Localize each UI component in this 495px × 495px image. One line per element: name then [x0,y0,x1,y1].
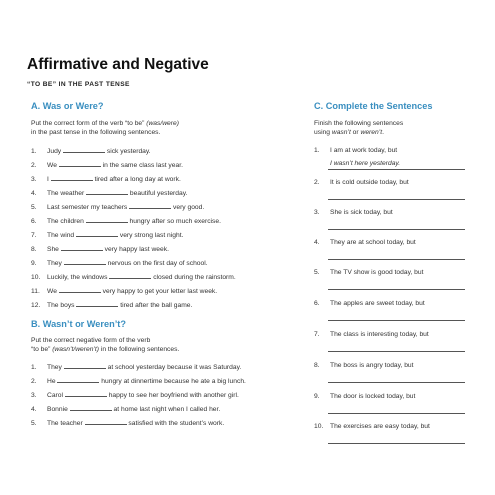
answer-line-2[interactable] [328,199,465,200]
answer-blank[interactable] [61,244,103,251]
section-a-item-11: 11. We very happy to get your letter last week. [31,288,218,295]
section-a-item-7: 7. The wind very strong last night. [31,232,184,239]
section-c-item-4: 4. They are at school today, but [314,239,416,246]
section-b-instructions [31,336,179,354]
section-c-item-10: 10. The exercises are easy today, but [314,423,430,430]
section-a-item-12: 12. The boys tired after the ball game. [31,302,193,309]
section-c-instr-2c: . [382,129,384,136]
answer-line-9[interactable] [328,413,465,414]
answer-line-5[interactable] [328,289,465,290]
answer-line-8[interactable] [328,382,465,383]
section-b-item-5: 5. The teacher satisfied with the student’s work. [31,420,225,427]
section-b-item-1: 1. They at school yesterday because it was Saturday. [31,364,242,371]
section-b-item-3: 3. Carol happy to see her boyfriend with another girl. [31,392,239,399]
section-b-item-2: 2. He hungry at dinnertime because he ate a big lunch. [31,378,246,385]
answer-line-6[interactable] [328,320,465,321]
answer-line-1[interactable] [328,169,465,170]
answer-blank[interactable] [85,418,127,425]
section-c-example-answer: I wasn’t here yesterday. [330,160,401,167]
section-a-item-10: 10. Luckily, the windows closed during the rainstorm. [31,274,236,281]
section-b-instr-1: Put the correct negative form of the verb [31,337,151,344]
section-c-instr-2b: or [350,129,361,136]
section-a-instr-1: Put the correct form of the verb “to be” [31,120,147,127]
section-c-item-3: 3. She is sick today, but [314,209,393,216]
answer-blank[interactable] [86,188,128,195]
worksheet-subtitle: “TO BE” IN THE PAST TENSE [27,81,130,88]
worksheet-title: Affirmative and Negative [27,56,209,73]
answer-line-3[interactable] [328,229,465,230]
answer-blank[interactable] [64,258,106,265]
section-c-item-6: 6. The apples are sweet today, but [314,300,425,307]
section-a-instr-1-italic: (was/were) [146,120,179,127]
answer-blank[interactable] [109,272,151,279]
section-c-instructions [314,119,403,137]
section-a-item-8: 8. She very happy last week. [31,246,169,253]
answer-blank[interactable] [70,404,112,411]
section-a-instructions [31,119,179,137]
section-c-item-5: 5. The TV show is good today, but [314,269,424,276]
answer-line-7[interactable] [328,351,465,352]
answer-blank[interactable] [76,300,118,307]
section-a-item-2: 2. We in the same class last year. [31,162,183,169]
section-b-item-4: 4. Bonnie at home last night when I called her. [31,406,221,413]
section-a-item-3: 3. I tired after a long day at work. [31,176,181,183]
answer-blank[interactable] [64,362,106,369]
answer-blank[interactable] [59,286,101,293]
section-c-item-1: 1. I am at work today, but [314,147,398,154]
answer-blank[interactable] [129,202,171,209]
section-c-item-2: 2. It is cold outside today, but [314,179,409,186]
section-c-instr-2-italic2: weren’t [360,129,383,136]
answer-blank[interactable] [51,174,93,181]
answer-line-4[interactable] [328,259,465,260]
section-a-heading: A. Was or Were? [31,101,104,111]
section-a-item-6: 6. The children hungry after so much exercise. [31,218,221,225]
answer-blank[interactable] [57,376,99,383]
answer-blank[interactable] [59,160,101,167]
section-c-item-8: 8. The boss is angry today, but [314,362,414,369]
section-a-item-5: 5. Last semester my teachers very good. [31,204,205,211]
section-b-instr-2b: in the following sentences. [99,346,180,353]
section-a-item-4: 4. The weather beautiful yesterday. [31,190,188,197]
section-b-instr-2-italic: (wasn’t/weren’t) [52,346,100,353]
section-c-instr-2-italic: wasn’t [331,129,351,136]
section-c-instr-1: Finish the following sentences [314,120,404,127]
section-a-item-1: 1. Judy sick yesterday. [31,148,151,155]
answer-blank[interactable] [86,216,128,223]
section-c-heading: C. Complete the Sentences [314,101,433,111]
section-b-heading: B. Wasn’t or Weren’t? [31,319,126,329]
answer-blank[interactable] [76,230,118,237]
section-c-instr-2a: using [314,129,332,136]
section-b-instr-2a: “to be” [31,346,53,353]
section-a-instr-2: in the past tense in the following sentences. [31,129,161,136]
answer-blank[interactable] [63,146,105,153]
section-a-item-9: 9. They nervous on the first day of school. [31,260,208,267]
section-c-item-7: 7. The class is interesting today, but [314,331,429,338]
answer-blank[interactable] [65,390,107,397]
section-c-item-9: 9. The door is locked today, but [314,393,416,400]
answer-line-10[interactable] [328,443,465,444]
